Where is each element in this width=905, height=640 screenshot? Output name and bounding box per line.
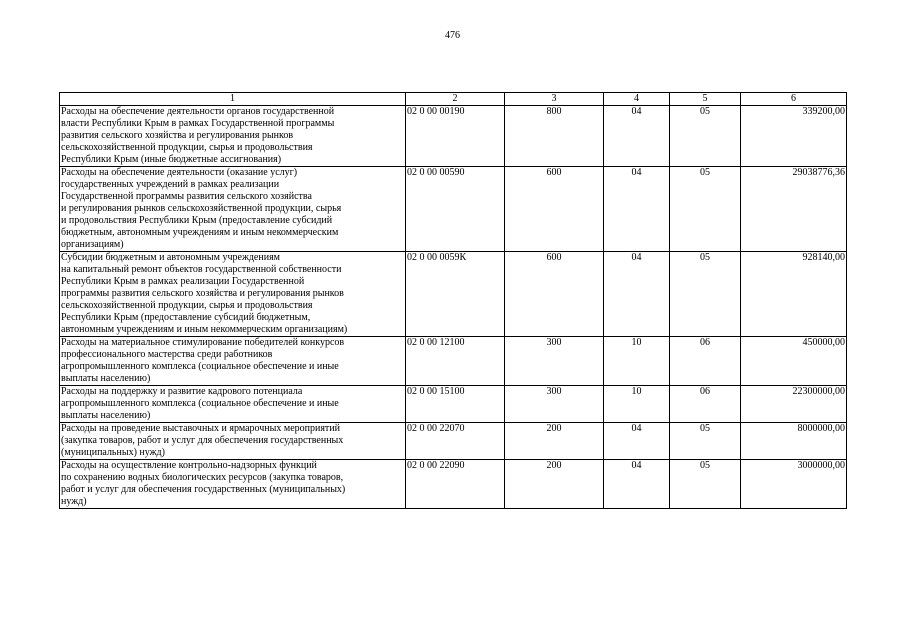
row-col-5: 06 xyxy=(670,386,741,423)
header-col-1: 1 xyxy=(60,93,406,106)
row-col-4: 10 xyxy=(604,337,670,386)
row-description: Расходы на проведение выставочных и ярмарочных мероприятий (закупка товаров, работ и услуг для обеспечения государственных (муниципальных) нужд) xyxy=(60,423,406,460)
row-description: Расходы на осуществление контрольно-надзорных функций по сохранению водных биологических ресурсов (закупка товаров, работ и услуг для обеспечения государственных (муниципальных) нужд) xyxy=(60,460,406,509)
row-description: Расходы на обеспечение деятельности органов государственной власти Республики Крым в рамках Государственной программы развития сельского хозяйства и регулирования рынков сельскохозяйственной продукции, сырья и продовольствия Республики Крым (иные бюджетные ассигнования) xyxy=(60,106,406,167)
row-col-5: 05 xyxy=(670,460,741,509)
row-col-5: 06 xyxy=(670,337,741,386)
row-amount: 450000,00 xyxy=(741,337,847,386)
row-col-4: 04 xyxy=(604,460,670,509)
row-code: 02 0 00 12100 xyxy=(406,337,505,386)
row-code: 02 0 00 15100 xyxy=(406,386,505,423)
row-code: 02 0 00 22070 xyxy=(406,423,505,460)
row-description: Субсидии бюджетным и автономным учреждениям на капитальный ремонт объектов государственной собственности Республики Крым в рамках реализации Государственной программы развития сельского хозяйства и регулирования рынков сельскохозяйственной продукции, сырья и продовольствия Республики Крым (предоставление субсидий бюджетным, автономным учреждениям и иным некоммерческим организациям) xyxy=(60,252,406,337)
row-code: 02 0 00 00190 xyxy=(406,106,505,167)
table-row xyxy=(60,423,847,460)
row-description: Расходы на материальное стимулирование победителей конкурсов профессионального мастерства среди работников агропромышленного комплекса (социальное обеспечение и иные выплаты населению) xyxy=(60,337,406,386)
row-code: 02 0 00 0059К xyxy=(406,252,505,337)
table-header-row xyxy=(60,93,847,106)
table-row xyxy=(60,106,847,167)
budget-table xyxy=(59,92,847,509)
table-row xyxy=(60,386,847,423)
row-col-4: 04 xyxy=(604,167,670,252)
row-code: 02 0 00 00590 xyxy=(406,167,505,252)
row-col-3: 300 xyxy=(505,337,604,386)
row-col-5: 05 xyxy=(670,252,741,337)
header-col-4: 4 xyxy=(604,93,670,106)
row-col-5: 05 xyxy=(670,423,741,460)
row-col-3: 600 xyxy=(505,167,604,252)
row-col-4: 10 xyxy=(604,386,670,423)
header-col-3: 3 xyxy=(505,93,604,106)
header-col-2: 2 xyxy=(406,93,505,106)
row-col-3: 800 xyxy=(505,106,604,167)
table-row xyxy=(60,337,847,386)
row-col-4: 04 xyxy=(604,106,670,167)
header-col-6: 6 xyxy=(741,93,847,106)
row-amount: 22300000,00 xyxy=(741,386,847,423)
row-description: Расходы на обеспечение деятельности (оказание услуг) государственных учреждений в рамках реализации Государственной программы развития сельского хозяйства и регулирования рынков сельскохозяйственной продукции, сырья и продовольствия Республики Крым (предоставление субсидий бюджетным, автономным учреждениям и иным некоммерческим организациям) xyxy=(60,167,406,252)
row-col-4: 04 xyxy=(604,423,670,460)
row-col-3: 200 xyxy=(505,460,604,509)
table-row xyxy=(60,252,847,337)
table-row xyxy=(60,167,847,252)
row-col-4: 04 xyxy=(604,252,670,337)
row-amount: 8000000,00 xyxy=(741,423,847,460)
row-code: 02 0 00 22090 xyxy=(406,460,505,509)
row-amount: 339200,00 xyxy=(741,106,847,167)
row-col-5: 05 xyxy=(670,167,741,252)
row-amount: 29038776,36 xyxy=(741,167,847,252)
header-col-5: 5 xyxy=(670,93,741,106)
row-amount: 928140,00 xyxy=(741,252,847,337)
row-col-3: 600 xyxy=(505,252,604,337)
row-col-5: 05 xyxy=(670,106,741,167)
row-description: Расходы на поддержку и развитие кадрового потенциала агропромышленного комплекса (социальное обеспечение и иные выплаты населению) xyxy=(60,386,406,423)
row-col-3: 200 xyxy=(505,423,604,460)
page-number: 476 xyxy=(445,30,460,41)
row-col-3: 300 xyxy=(505,386,604,423)
row-amount: 3000000,00 xyxy=(741,460,847,509)
table-row xyxy=(60,460,847,509)
